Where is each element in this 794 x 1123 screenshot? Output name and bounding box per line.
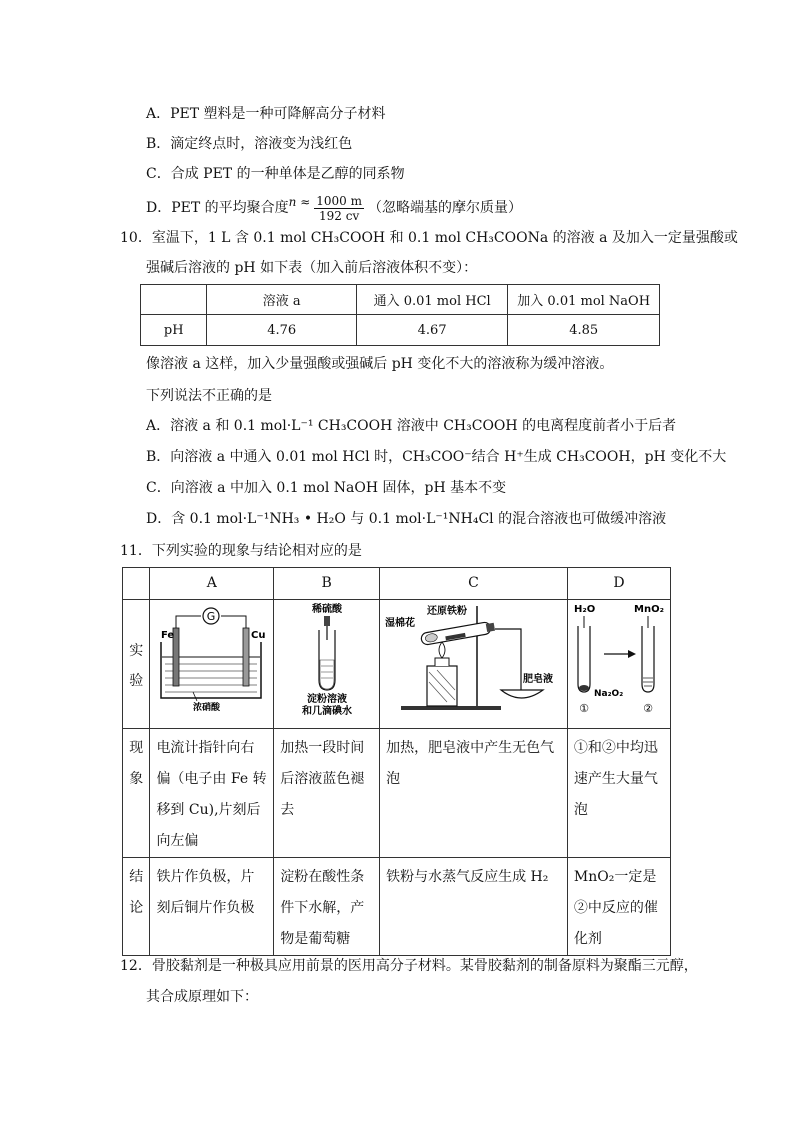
q10-table-header-empty [141,285,207,315]
q11-header-empty [123,568,150,600]
figure-c-flame [439,642,445,658]
q10-table-ph-naoh: 4.85 [508,315,660,346]
q11-header-d: D [567,568,670,600]
figure-a-wire-right [221,616,246,628]
q10-stem-line1: 10．室温下，1 L 含 0.1 mol CH₃COOH 和 0.1 mol CH₃COONa 的溶液 a 及加入一定量强酸或 [120,230,738,246]
q11-phenomenon-a: 电流计指针向右偏（电子由 Fe 转移到 Cu),片刻后向左偏 [150,729,274,858]
q10-option-d: D．含 0.1 mol·L⁻¹NH₃ • H₂O 与 0.1 mol·L⁻¹NH₄Cl 的混合溶液也可做缓冲溶液 [146,511,667,527]
figure-d-test-tubes [570,600,668,716]
figure-c-apparatus [383,600,565,716]
q10-ask: 下列说法不正确的是 [146,388,272,404]
q11-header-a: A [150,568,274,600]
q11-experiment-label-text: 实验 [129,642,144,689]
q11-phenomenon-b: 加热一段时间后溶液蓝色褪去 [274,729,380,858]
q11-conclusion-label-text: 结论 [129,869,144,916]
q11-conclusion-b: 淀粉在酸性条件下水解，产物是葡萄糖 [274,858,380,956]
figure-d-h2o-label: H₂O [573,604,596,615]
figure-b-dropper-bulb [324,616,330,626]
q11-phenomenon-row [123,729,671,858]
q9-option-d-suffix: （忽略端基的摩尔质量） [368,200,522,216]
figure-c-tube-group [420,621,495,646]
figure-c-stopper [485,623,494,632]
q11-header-c: C [380,568,568,600]
q9-option-d-n: n ≈ [288,195,311,209]
q10-table-ph-label: pH [141,315,207,346]
q11-conclusion-d: MnO₂一定是②中反应的催化剂 [567,858,670,956]
figure-a-fe-label: Fe [160,630,175,641]
q9-option-c: C．合成 PET 的一种单体是乙醇的同系物 [146,166,405,182]
figure-c-cotton-label: 湿棉花 [384,618,415,629]
q10-table-header-a: 溶液 a [207,285,356,315]
q9-fraction-denominator: 192 cv [319,208,360,223]
q11-experiment-label [123,600,150,729]
q10-table-header-naoh: 加入 0.01 mol NaOH [508,285,660,315]
q10-table-header-hcl: 通入 0.01 mol HCl [356,285,507,315]
figure-b-liquid [320,660,334,689]
figure-d-na2o2-solid [579,685,589,691]
q9-option-a: A．PET 塑料是一种可降解高分子材料 [146,106,386,122]
q11-phenomenon-d: ①和②中均迅速产生大量气泡 [567,729,670,858]
figure-a-g-label: G [206,610,216,623]
figure-a-cu-electrode [243,628,249,686]
figure-a-galvanic-cell [153,602,271,714]
q11-figure-a [150,600,274,729]
q9-fraction-numerator: 1000 m [316,193,362,208]
figure-d-number-2: ② [643,702,653,715]
q11-stem: 11．下列实验的现象与结论相对应的是 [120,543,362,559]
q11-conclusion-c: 铁粉与水蒸气反应生成 H₂ [380,858,568,956]
q11-table [122,567,671,956]
figure-a-wire-left [176,616,201,628]
q10-option-a: A．溶液 a 和 0.1 mol·L⁻¹ CH₃COOH 溶液中 CH₃COOH 的电离程度前者小于后者 [146,418,677,434]
q10-option-c: C．向溶液 a 中加入 0.1 mol NaOH 固体，pH 基本不变 [146,480,507,496]
figure-d-tube-2-liquid [643,678,653,686]
q11-phenomenon-c: 加热，肥皂液中产生无色气泡 [380,729,568,858]
figure-d-mno2-label: MnO₂ [633,604,664,615]
q11-conclusion-label [123,858,150,956]
q11-figure-c [380,600,568,729]
figure-c-dish [501,690,543,698]
figure-d-na2o2-label: Na₂O₂ [593,689,624,699]
figure-c-iron-label: 还原铁粉 [426,606,467,617]
q11-figure-d [567,600,670,729]
q12-stem-line1: 12．骨胶黏剂是一种极具应用前景的医用高分子材料。某骨胶黏剂的制备原料为聚酯三元醇， [120,958,698,974]
q11-header-row [123,568,671,600]
q11-figure-b [274,600,380,729]
q10-table-header-row [141,285,660,315]
figure-b-top-label: 稀硫酸 [311,604,342,615]
figure-d-tube-1 [578,626,590,692]
q9-fraction [314,194,364,223]
figure-b-bottom-label-1: 淀粉溶液 [306,694,347,705]
q11-phenomenon-label-text: 现象 [129,740,144,787]
q11-phenomenon-label [123,729,150,858]
figure-c-burner [435,658,449,666]
q11-experiment-row [123,600,671,729]
figure-d-number-1: ① [579,702,589,715]
figure-a-cu-label: Cu [250,630,266,641]
q10-table-ph-hcl: 4.67 [356,315,507,346]
figure-b-test-tube [277,600,377,716]
figure-c-delivery-tube [495,629,521,692]
q9-option-d [146,192,522,223]
figure-a-liquid-label: 浓硝酸 [192,703,220,713]
q10-stem-line2: 强碱后溶液的 pH 如下表（加入前后溶液体积不变）： [146,260,478,276]
figure-c-soap-label: 肥皂液 [522,674,553,685]
q11-conclusion-row [123,858,671,956]
q9-option-b: B．滴定终点时，溶液变为浅红色 [146,136,353,152]
figure-a-pointer [193,692,197,701]
figure-d-arrow-head [628,650,636,658]
q11-conclusion-a: 铁片作负极，片刻后铜片作负极 [150,858,274,956]
q10-note: 像溶液 a 这样，加入少量强酸或强碱后 pH 变化不大的溶液称为缓冲溶液。 [146,356,614,372]
q10-option-b: B．向溶液 a 中通入 0.01 mol HCl 时，CH₃COO⁻结合 H⁺生成 CH₃COOH，pH 变化不大 [146,449,727,465]
q10-table [140,284,660,346]
q11-header-b: B [274,568,380,600]
q9-option-d-prefix: D．PET 的平均聚合度 [146,200,289,216]
figure-b-bottom-label-2: 和几滴碘水 [301,706,352,716]
q10-table-ph-row [141,315,660,346]
q12-stem-line2: 其合成原理如下： [146,989,258,1005]
q10-table-ph-a: 4.76 [207,315,356,346]
